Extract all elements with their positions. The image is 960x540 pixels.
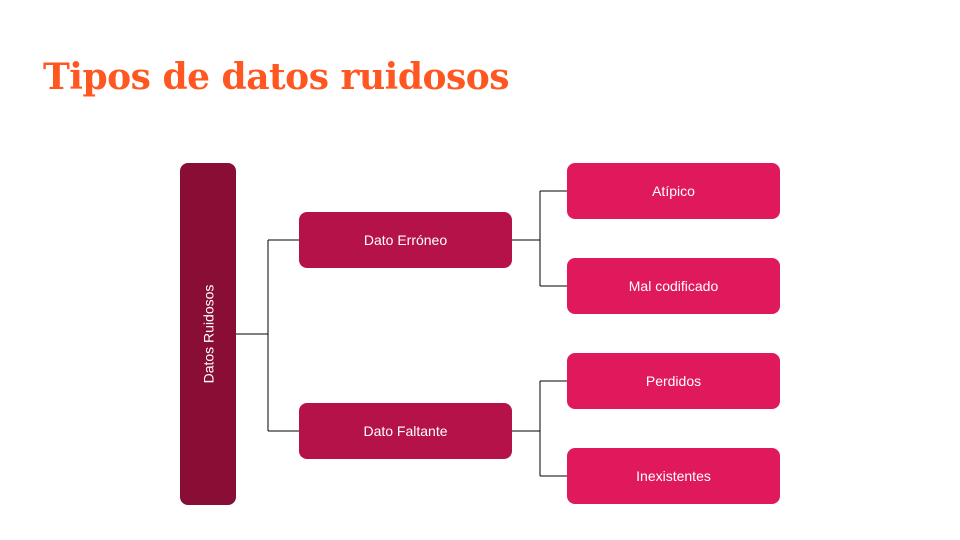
page-title: Tipos de datos ruidosos xyxy=(43,56,510,98)
leaf-node-inexistentes xyxy=(567,448,780,504)
branch-node-label: Dato Faltante xyxy=(363,423,448,439)
branch-node-label: Dato Erróneo xyxy=(363,232,448,248)
leaf-node-label: Atípico xyxy=(652,183,695,199)
leaf-node-label: Perdidos xyxy=(645,373,702,389)
leaf-node-label: Inexistentes xyxy=(636,468,711,484)
branch-node-dato-erroneo xyxy=(299,212,512,268)
root-node-label: Datos Ruidosos xyxy=(200,284,217,384)
branch-node-dato-faltante xyxy=(299,403,512,459)
leaf-node-perdidos xyxy=(567,353,780,409)
leaf-node-label: Mal codificado xyxy=(628,278,719,294)
leaf-node-mal-codificado xyxy=(567,258,780,314)
leaf-node-atipico xyxy=(567,163,780,219)
root-node-datos-ruidosos xyxy=(180,163,236,505)
